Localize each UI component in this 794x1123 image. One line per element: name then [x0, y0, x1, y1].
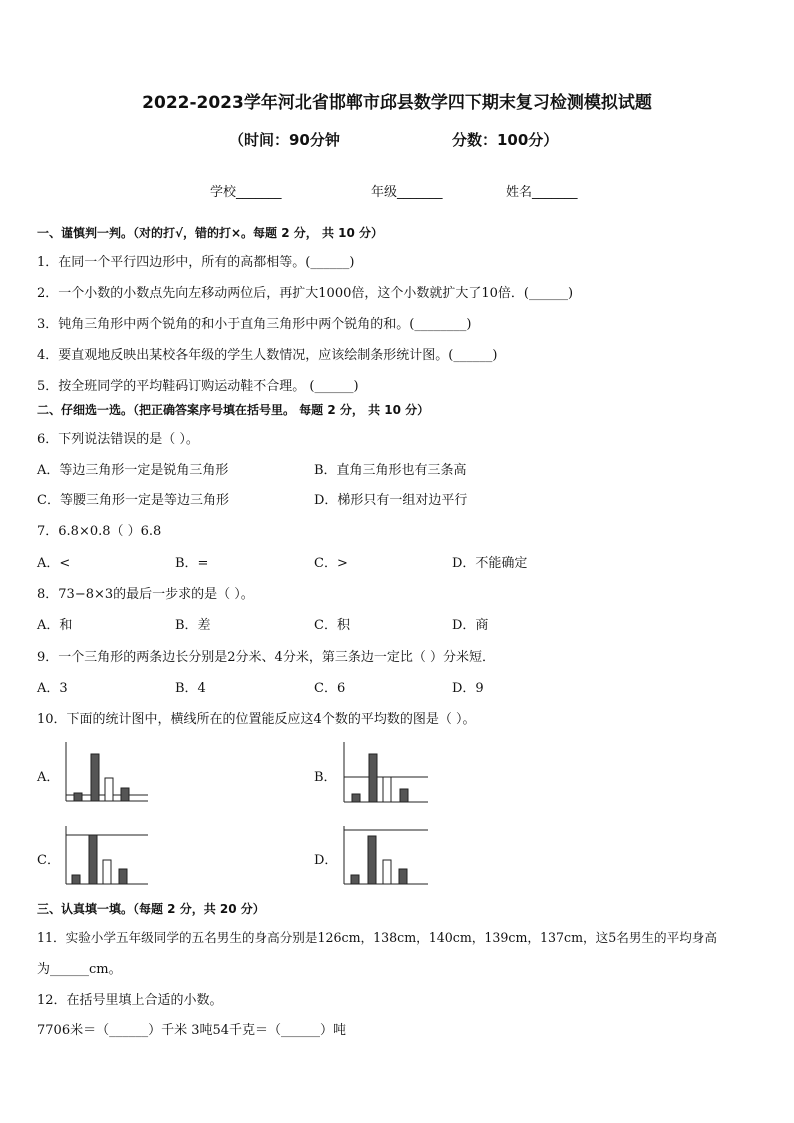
- question-8: 8．73−8×3的最后一步求的是（ ）。: [37, 587, 254, 602]
- q9-option-b: B．4: [175, 681, 206, 696]
- exam-score: 分数：100分）: [452, 131, 559, 149]
- q6-option-a: A．等边三角形一定是锐角三角形: [37, 463, 229, 478]
- question-11: 11．实验小学五年级同学的五名男生的身高分别是126cm，138cm，140cm，139cm，137cm，这5名男生的平均身高: [37, 930, 717, 945]
- q7-option-b: B．=: [175, 556, 209, 571]
- q10-option-a-graph: [60, 740, 152, 806]
- name-field: 姓名_______: [506, 185, 578, 200]
- q9-option-a: A．3: [37, 681, 68, 696]
- question-12-blanks: 7706米＝（______）千米 3吨54千克＝（______）吨: [37, 1023, 347, 1038]
- question-6: 6．下列说法错误的是（ ）。: [37, 432, 199, 447]
- question-10: 10．下面的统计图中，横线所在的位置能反应这4个数的平均数的图是（ ）。: [37, 712, 476, 727]
- q8-option-a: A．和: [37, 618, 73, 633]
- question-3: 3．钝角三角形中两个锐角的和小于直角三角形中两个锐角的和。(________): [37, 317, 472, 332]
- question-9: 9．一个三角形的两条边长分别是2分米、4分米，第三条边一定比（ ）分米短．: [37, 650, 495, 665]
- q7-option-c: C．>: [314, 556, 348, 571]
- q10-option-d-label: D．: [314, 853, 338, 868]
- q10-option-c-graph: [60, 824, 152, 888]
- page-title: 2022-2023学年河北省邯郸市邱县数学四下期末复习检测模拟试题: [142, 93, 652, 113]
- q10-option-d-graph: [338, 824, 430, 888]
- section-2-heading: 二、仔细选一选。（把正确答案序号填在括号里。 每题 2 分， 共 10 分）: [37, 403, 430, 417]
- q8-option-d: D．商: [452, 618, 489, 633]
- question-7: 7．6.8×0.8（ ）6.8: [37, 524, 162, 539]
- question-11-continued: 为______cm。: [37, 962, 122, 977]
- q6-option-c: C．等腰三角形一定是等边三角形: [37, 493, 229, 508]
- question-1: 1．在同一个平行四边形中，所有的高都相等。(______): [37, 255, 355, 270]
- q7-option-a: A．<: [37, 556, 71, 571]
- q8-option-b: B．差: [175, 618, 211, 633]
- q10-option-b-graph: [338, 740, 430, 806]
- q10-option-c-label: C．: [37, 853, 60, 868]
- section-1-heading: 一、谨慎判一判。（对的打√，错的打×。每题 2 分， 共 10 分）: [37, 226, 383, 240]
- grade-field: 年级_______: [371, 185, 443, 200]
- section-3-heading: 三、认真填一填。（每题 2 分，共 20 分）: [37, 902, 265, 916]
- school-field: 学校_______: [210, 185, 282, 200]
- question-4: 4．要直观地反映出某校各年级的学生人数情况，应该绘制条形统计图。(______): [37, 348, 498, 363]
- q10-option-b-label: B．: [314, 770, 337, 785]
- q6-option-d: D．梯形只有一组对边平行: [314, 493, 468, 508]
- q9-option-d: D．9: [452, 681, 484, 696]
- q9-option-c: C．6: [314, 681, 346, 696]
- question-2: 2．一个小数的小数点先向左移动两位后，再扩大1000倍，这个小数就扩大了10倍．(______): [37, 286, 574, 301]
- question-12: 12．在括号里填上合适的小数。: [37, 993, 223, 1008]
- q7-option-d: D．不能确定: [452, 556, 528, 571]
- question-5: 5．按全班同学的平均鞋码订购运动鞋不合理。 (______): [37, 379, 359, 394]
- q6-option-b: B．直角三角形也有三条高: [314, 463, 467, 478]
- q8-option-c: C．积: [314, 618, 350, 633]
- q10-option-a-label: A．: [37, 770, 60, 785]
- exam-time: （时间：90分钟: [229, 131, 340, 149]
